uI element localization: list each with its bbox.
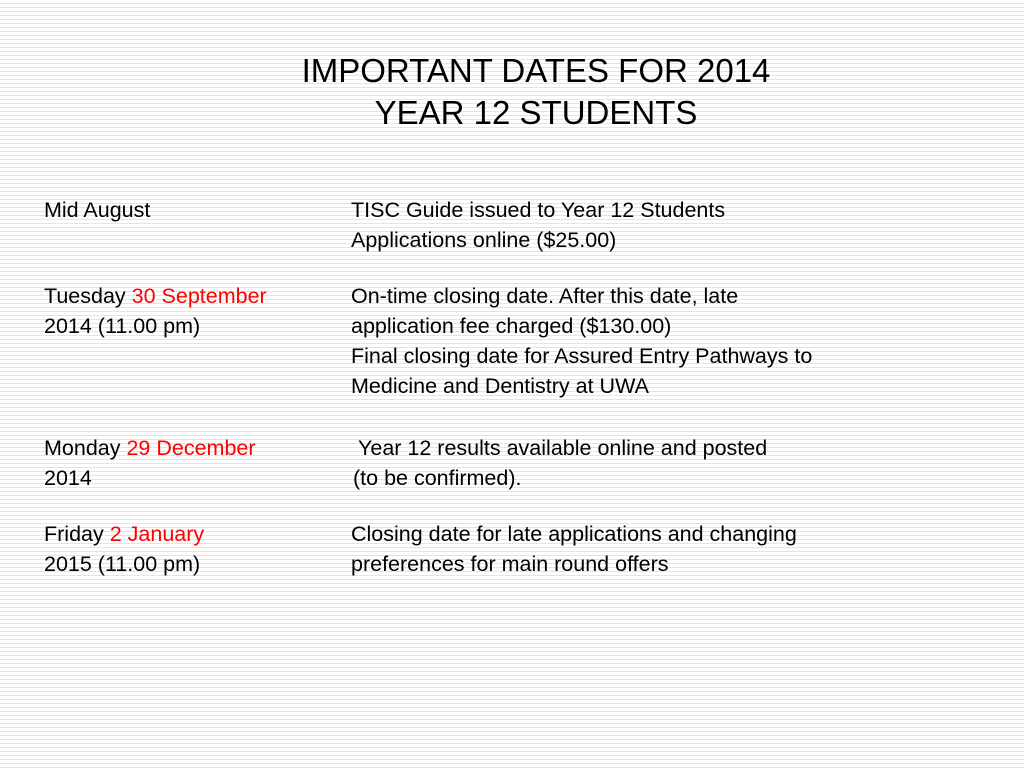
date-line-2: 2014 (44, 466, 92, 490)
date-highlight: 30 September (131, 284, 267, 308)
description-line: application fee charged ($130.00) (351, 314, 672, 338)
description-line: Closing date for late applications and changing (351, 522, 797, 546)
description-line: On-time closing date. After this date, late (351, 284, 739, 308)
entry-date (44, 433, 344, 493)
slide-title (0, 50, 1024, 134)
date-highlight: 29 December (126, 436, 256, 460)
entry-description (351, 519, 991, 579)
description-line: Medicine and Dentistry at UWA (351, 374, 649, 398)
description-line: TISC Guide issued to Year 12 Students (351, 198, 726, 222)
date-line-2: 2014 (11.00 pm) (44, 314, 201, 338)
entry-date (44, 195, 344, 225)
date-line-1 (44, 195, 344, 225)
entry-description (351, 281, 991, 401)
date-label: Friday (44, 522, 110, 546)
date-highlight: 2 January (109, 522, 205, 546)
date-line-1 (44, 433, 344, 463)
entry-description (351, 195, 991, 255)
description-line: Final closing date for Assured Entry Pathways to (351, 344, 813, 368)
description-line: preferences for main round offers (351, 552, 669, 576)
date-line-1 (44, 281, 344, 311)
date-line-1 (44, 519, 344, 549)
date-label: Tuesday (44, 284, 132, 308)
date-line-2: 2015 (11.00 pm) (44, 552, 201, 576)
description-line: (to be confirmed). (353, 466, 522, 490)
title-line-2: YEAR 12 STUDENTS (374, 94, 698, 131)
entry-date (44, 281, 344, 341)
entry-description (351, 433, 991, 493)
date-label: Monday (44, 436, 127, 460)
date-label: Mid August (44, 198, 151, 222)
description-line: Applications online ($25.00) (351, 228, 617, 252)
title-line-1: IMPORTANT DATES FOR 2014 (301, 52, 771, 89)
entry-date (44, 519, 344, 579)
description-line: Year 12 results available online and posted (358, 436, 768, 460)
